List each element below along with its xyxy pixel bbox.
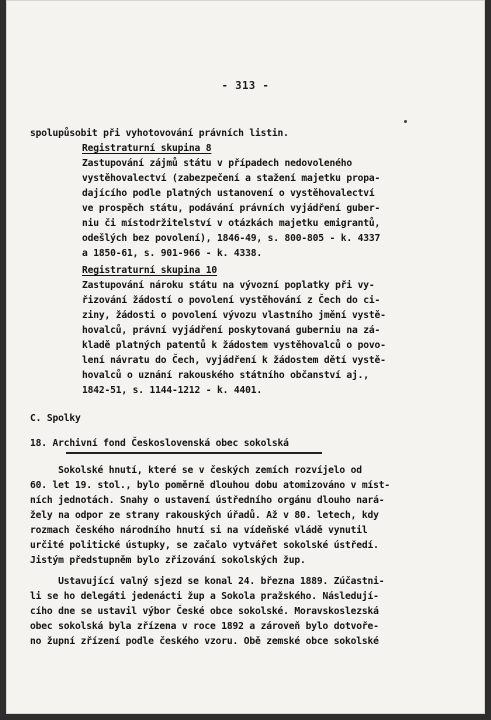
group8-line: niu či místodržitelství v otázkách majetku emigrantů, (82, 218, 381, 229)
paragraph-line: rozmach českého národního hnutí si na vídeňské vládě vynutil (30, 525, 368, 536)
group10-line: hovalců, právní vyjádření poskytovaná guberniu na zá- (82, 325, 381, 336)
document-page (6, 0, 485, 714)
section-heading: C. Spolky (30, 413, 81, 424)
group8-line: dajícího podle platných ustanovení o vystěhovalectví (82, 188, 375, 199)
group10-line: 1842-51, s. 1144-1212 - k. 4401. (82, 385, 263, 396)
group8-heading: Registraturní skupina 8 (82, 143, 212, 154)
paragraph-line: ních jednotách. Snahy o ustavení ústředního orgánu dlouho nará- (30, 495, 385, 506)
paragraph-line: Sokolské hnutí, které se v českých zemích rozvíjelo od (30, 465, 362, 476)
group10-line: řizování žádostí o povolení vystěhování z Čech do ci- (82, 295, 381, 306)
paragraph-line: určité politické ústupky, se začalo vytvářet sokolské ústředí. (30, 540, 379, 551)
paragraph-line: žely na odpor ze strany rakouských úřadů. Až v 80. letech, kdy (30, 510, 379, 521)
group10-line: Zastupování nároku státu na vývozní poplatky při vy- (82, 280, 375, 291)
group10-line: kladě platných patentů k žádostem vystěhovalců o povo- (82, 340, 386, 351)
group8-line: a 1850-61, s. 901-966 - k. 4338. (82, 248, 263, 259)
group10-line: lení návratu do Čech, vyjádření k žádostem dětí vystě- (82, 355, 386, 366)
paragraph-line: no župní zřízení podle českého vzoru. Obě zemské obce sokolské (30, 636, 379, 647)
paragraph-line: Jistým předstupněm bylo zřizování sokolských žup. (30, 555, 306, 566)
fond-heading: 18. Archivní fond Československá obec sokolská (30, 438, 289, 449)
group8-line: Zastupování zájmů státu v případech nedovoleného (82, 158, 353, 169)
group8-line: ve prospěch státu, podávání právních vyjádření guber- (82, 203, 381, 214)
paragraph-line: cího dne se ustavil výbor České obce sokolské. Moravskoslezská (30, 606, 379, 617)
paragraph-line: obec sokolská byla zřízena v roce 1892 a zároveň bylo dotvoře- (30, 621, 379, 632)
group10-heading: Registraturní skupina 10 (82, 265, 218, 276)
group10-line: hovalců o uznání rakouského státního občanství aj., (82, 370, 369, 381)
group10-line: ziny, žádosti o povolení vývozu vlastního jmění vystě- (82, 310, 386, 321)
paragraph-line: Ustavující valný sjezd se konal 24. března 1889. Zúčastni- (30, 576, 385, 587)
paragraph-line: li se ho delegáti jedenácti žup a Sokola pražského. Následují- (30, 591, 379, 602)
scan-speck (404, 120, 407, 123)
intro-line: spolupůsobit při vyhotovování právních listin. (30, 128, 289, 139)
heading-underline (66, 452, 322, 454)
group8-line: vystěhovalectví (zabezpečení a stažení majetku propa- (82, 173, 381, 184)
group8-line: odešlých bez povolení), 1846-49, s. 800-805 - k. 4337 (82, 233, 381, 244)
paragraph-line: 60. let 19. stol., bylo poměrně dlouhou dobu atomizováno v míst- (30, 480, 391, 491)
page-number: - 313 - (221, 80, 270, 92)
